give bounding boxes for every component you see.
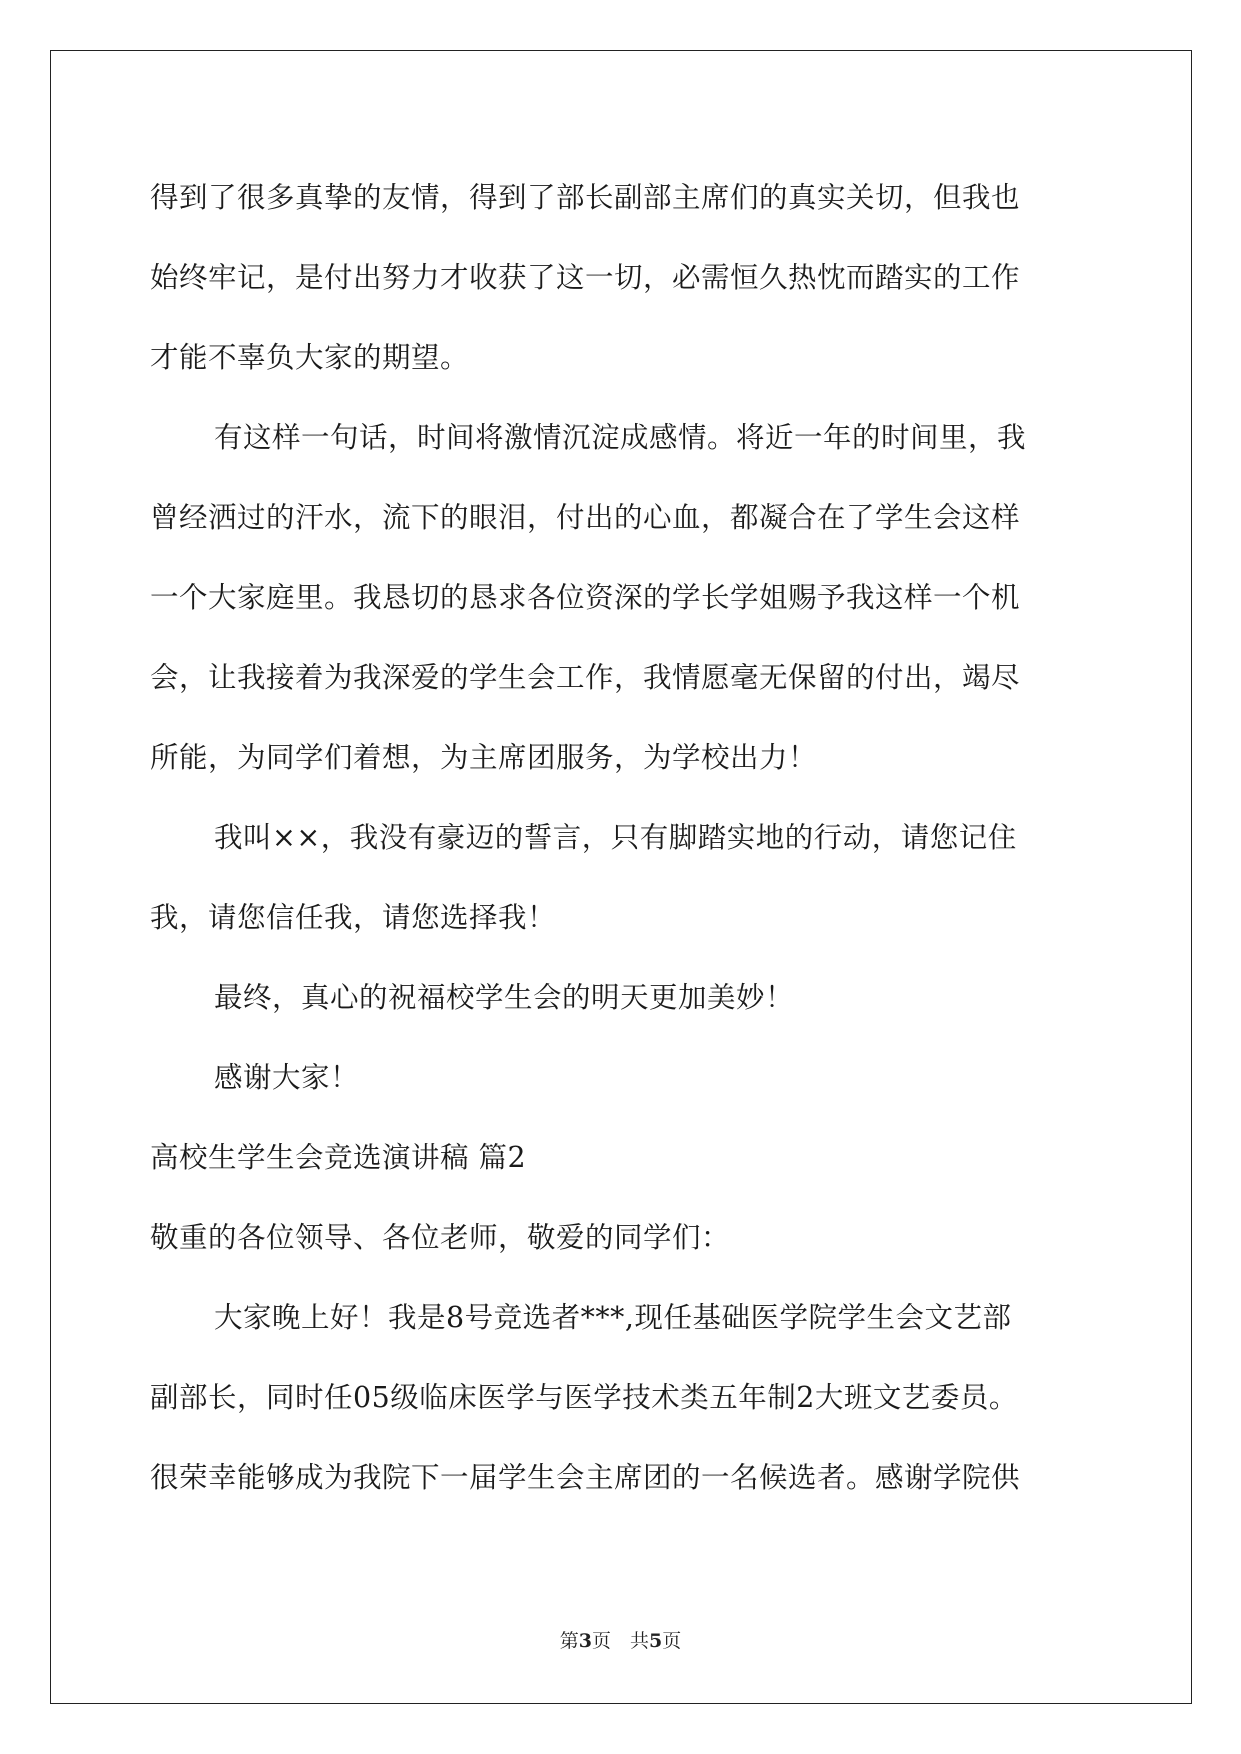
text-line: 始终牢记，是付出努力才收获了这一切，必需恒久热忱而踏实的工作 xyxy=(150,261,1021,294)
text-line: 感谢大家！ xyxy=(214,1061,360,1094)
text-line: 曾经洒过的汗水，流下的眼泪，付出的心血，都凝合在了学生会这样 xyxy=(150,501,1021,534)
text-line: 高校生学生会竞选演讲稿 篇2 xyxy=(150,1141,527,1174)
footer-middle: 页 共 xyxy=(591,1630,649,1652)
text-line: 副部长，同时任05级临床医学与医学技术类五年制2大班文艺委员。 xyxy=(150,1381,1018,1414)
text-line: 所能，为同学们着想，为主席团服务，为学校出力！ xyxy=(150,741,818,774)
text-line: 得到了很多真挚的友情，得到了部长副部主席们的真实关切，但我也 xyxy=(150,181,1021,214)
text-line: 很荣幸能够成为我院下一届学生会主席团的一名候选者。感谢学院供 xyxy=(150,1461,1021,1494)
footer-prefix: 第 xyxy=(559,1630,579,1652)
document-body xyxy=(150,158,1105,1518)
text-line: 才能不辜负大家的期望。 xyxy=(150,341,470,374)
text-line: 最终，真心的祝福校学生会的明天更加美妙！ xyxy=(214,981,795,1014)
text-line: 会，让我接着为我深爱的学生会工作，我情愿毫无保留的付出，竭尽 xyxy=(150,661,1021,694)
footer-suffix: 页 xyxy=(662,1630,682,1652)
text-line: 一个大家庭里。我恳切的恳求各位资深的学长学姐赐予我这样一个机 xyxy=(150,581,1021,614)
current-page-number: 3 xyxy=(578,1630,592,1652)
text-line: 我叫××，我没有豪迈的誓言，只有脚踏实地的行动，请您记住 xyxy=(214,821,1017,854)
text-line: 我，请您信任我，请您选择我！ xyxy=(150,901,557,934)
text-line: 有这样一句话，时间将激情沉淀成感情。将近一年的时间里，我 xyxy=(214,421,1027,454)
text-line: 大家晚上好！我是8号竞选者***,现任基础医学院学生会文艺部 xyxy=(214,1301,1012,1334)
total-page-number: 5 xyxy=(649,1630,663,1652)
page-footer xyxy=(0,1626,1241,1653)
text-line: 敬重的各位领导、各位老师，敬爱的同学们： xyxy=(150,1221,731,1254)
